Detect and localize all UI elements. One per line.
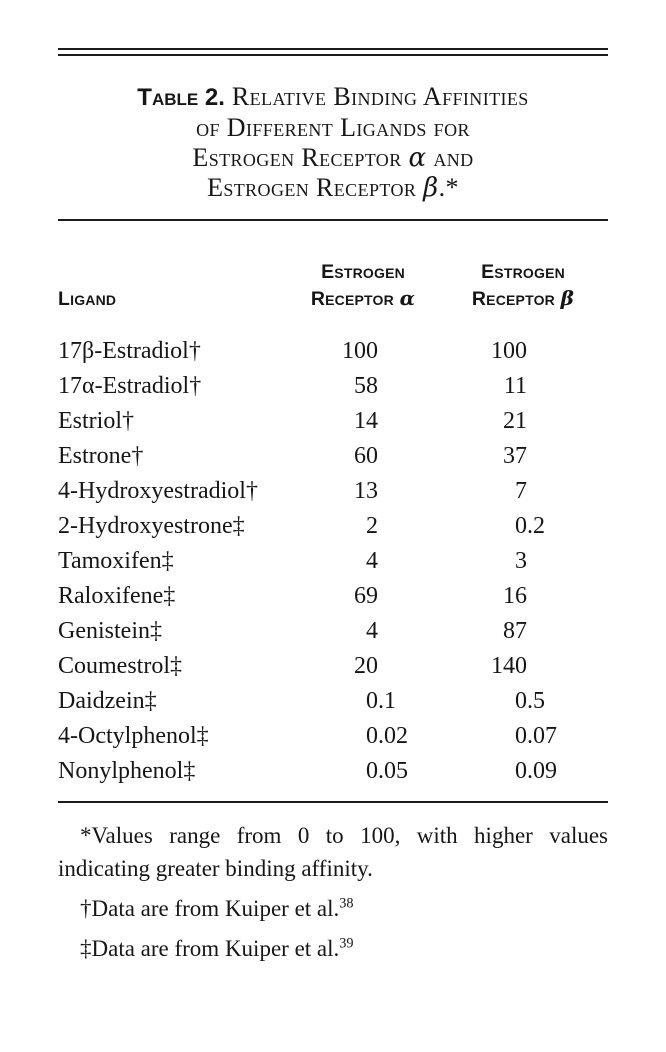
footnote-superscript: 38 [339,895,354,912]
footnote-marker: ‡ [80,936,92,961]
title-line-3: Estrogen Receptor α and [192,143,474,173]
table-row [58,404,608,439]
table-row [58,334,608,369]
er-alpha-value: 2 [366,513,378,539]
er-alpha-value: 0 [366,758,378,784]
table-row [58,509,608,544]
er-beta-value-fraction: .2 [527,513,545,539]
er-alpha-value: 0 [366,723,378,749]
er-alpha-value-fraction [378,544,438,579]
er-beta-value: 100 [491,338,527,364]
footnote-superscript: 39 [339,935,354,952]
er-beta-value-fraction: .09 [527,758,557,784]
er-beta-value: 87 [503,618,527,644]
table-row [58,474,608,509]
ligand-cell: Estriol† [58,408,134,434]
er-alpha-value: 60 [354,443,378,469]
title-line-1-text: Relative Binding Affinities [231,82,529,111]
er-beta-value: 11 [503,373,527,399]
er-alpha-value: 69 [354,583,378,609]
er-beta-value: 21 [503,408,527,434]
ligand-cell: 4-Octylphenol‡ [58,723,209,749]
er-alpha-value-fraction [378,614,438,649]
er-beta-value-fraction [527,579,608,614]
alpha-symbol: α [408,143,427,173]
er-alpha-value: 100 [342,338,378,364]
table-row [58,649,608,684]
ligand-cell: Raloxifene‡ [58,583,176,609]
er-beta-value-fraction: .5 [527,688,545,714]
table-row [58,614,608,649]
er-alpha-value: 4 [366,548,378,574]
table-2-card [58,48,608,965]
title-line-2: of Different Ligands for [196,113,470,142]
ligand-cell: 4-Hydroxyestradiol† [58,478,258,504]
er-beta-value-fraction [527,614,608,649]
beta-symbol: β [423,173,439,203]
er-alpha-value-fraction: .02 [378,723,408,749]
er-alpha-value: 14 [354,408,378,434]
table-row [58,439,608,474]
er-alpha-value-fraction: .05 [378,758,408,784]
footnote [58,819,608,885]
ligand-cell: 2-Hydroxyestrone‡ [58,513,245,539]
er-alpha-value-fraction [378,369,438,404]
er-beta-value: 3 [515,548,527,574]
footnote-text: Data are from Kuiper et al. [91,896,340,921]
table-row [58,719,608,754]
er-alpha-value-fraction [378,579,438,614]
title-line-4: Estrogen Receptor β.* [207,173,459,203]
footnote [58,892,608,925]
ligand-cell: Estrone† [58,443,144,469]
table-row [58,579,608,614]
er-alpha-value-fraction [378,649,438,684]
table-number-label: Table 2. [137,84,225,111]
er-beta-value-fraction [527,334,608,369]
er-alpha-value-fraction [378,334,438,369]
table-body [58,334,608,789]
er-beta-value-fraction [527,369,608,404]
er-beta-value: 0 [515,513,527,539]
ligand-cell: 17α-Estradiol† [58,373,202,399]
ligand-cell: 17β-Estradiol† [58,338,201,364]
table-title [58,82,608,203]
column-headers [58,259,608,312]
er-alpha-value-fraction [378,439,438,474]
er-beta-value-fraction: .07 [527,723,557,749]
er-alpha-value-fraction [378,474,438,509]
er-beta-value-fraction [527,404,608,439]
er-alpha-value-fraction [378,509,438,544]
table-row [58,754,608,789]
title-line-1 [58,82,608,113]
er-beta-column-header: Estrogen Receptor β [471,261,575,310]
beta-symbol: β [560,286,575,310]
footnote-text: Values range from 0 to 100, with higher values indicating greater binding affinity. [58,823,608,881]
er-alpha-value-fraction [378,404,438,439]
er-beta-value-fraction [527,649,608,684]
er-alpha-value: 13 [354,478,378,504]
alpha-symbol: α [399,286,416,310]
page [0,48,666,1052]
ligand-column-header: Ligand [58,288,117,310]
footnote [58,932,608,965]
ligand-cell: Coumestrol‡ [58,653,182,679]
footnote-marker: † [80,896,92,921]
ligand-cell: Genistein‡ [58,618,162,644]
top-double-rule [58,48,608,56]
er-beta-value: 7 [515,478,527,504]
er-beta-value: 0 [515,723,527,749]
ligand-cell: Tamoxifen‡ [58,548,174,574]
er-beta-value-fraction [527,439,608,474]
bottom-rule [58,801,608,803]
footnotes [58,819,608,965]
er-beta-value: 16 [503,583,527,609]
er-beta-value: 37 [503,443,527,469]
er-alpha-value: 20 [354,653,378,679]
er-alpha-column-header: Estrogen Receptor α [310,261,416,310]
er-alpha-value-fraction: .1 [378,688,396,714]
er-alpha-value: 58 [354,373,378,399]
er-beta-value: 0 [515,758,527,784]
footnote-text: Data are from Kuiper et al. [91,936,340,961]
footnote-marker: * [80,823,92,848]
header-rule [58,219,608,221]
ligand-cell: Daidzein‡ [58,688,157,714]
er-alpha-value: 0 [366,688,378,714]
er-beta-value-fraction [527,544,608,579]
table-row [58,544,608,579]
er-beta-value: 140 [491,653,527,679]
er-beta-value-fraction [527,474,608,509]
er-beta-value: 0 [515,688,527,714]
table-row [58,369,608,404]
ligand-cell: Nonylphenol‡ [58,758,196,784]
er-alpha-value: 4 [366,618,378,644]
table-row [58,684,608,719]
